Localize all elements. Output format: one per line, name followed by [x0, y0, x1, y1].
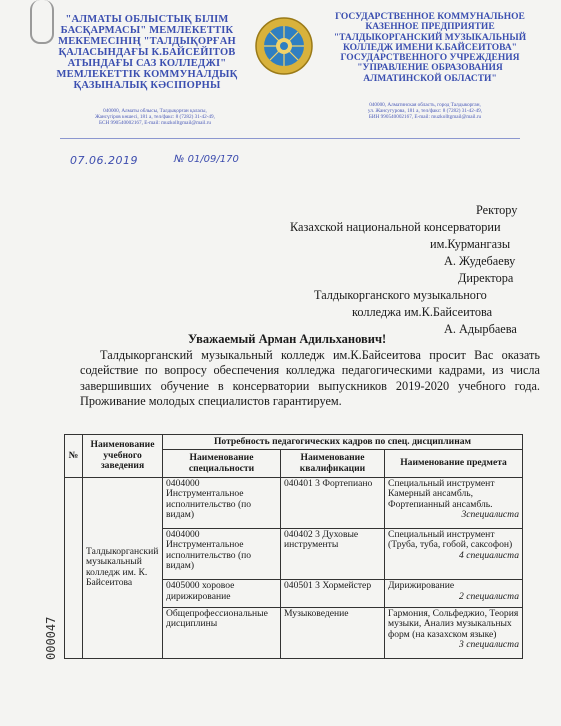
- specialist-count: 2 специалиста: [459, 590, 520, 602]
- header-line: "УПРАВЛЕНИЕ ОБРАЗОВАНИЯ: [357, 63, 503, 74]
- addressee-line: Казахской национальной консерватории: [290, 220, 501, 234]
- specialist-count: 3специалиста: [461, 508, 520, 520]
- subject-text: Гармония, Сольфеджио, Теория музыки, Анализ музыкальных форм (на казахском языке): [388, 607, 519, 640]
- registration-number: № 01/09/170: [174, 154, 239, 165]
- qualification-cell: Музыковедение: [281, 607, 385, 658]
- header-line: "АЛМАТЫ ОБЛЫСТЫҚ БІЛІМ: [65, 14, 229, 25]
- letter-body-text: Талдыкорганский музыкальный колледж им.К.Байсеитова просит Вас оказать содействие по вопросу обеспечения колледжа педагогическими кадрами, из числа завершивших обучение в консерватории выпускников 2019-2020 учебного года. Проживание молодых специалистов гарантируем.: [80, 348, 540, 409]
- address-line: 040000, Алматинская область, город Талдыкорган,: [369, 102, 481, 108]
- header-kazakh: [52, 14, 242, 91]
- header-line: АЛМАТИНСКОЙ ОБЛАСТИ": [363, 73, 497, 84]
- staff-needs-table: [64, 434, 523, 659]
- header-line: МЕКЕМЕСІНІҢ "ТАЛДЫҚОРҒАН: [58, 36, 236, 47]
- address-kazakh: [80, 108, 230, 127]
- table-row: [65, 477, 523, 528]
- specialty-cell: 0405000 хоровое дирижирование: [163, 580, 281, 607]
- col-no-header: №: [65, 435, 83, 478]
- header-line: КАЗЕННОЕ ПРЕДПРИЯТИЕ: [365, 22, 495, 33]
- header-line: БАСҚАРМАСЫ" МЕМЛЕКЕТТІК: [60, 25, 234, 36]
- addressee-line: колледжа им.К.Байсеитова: [352, 305, 493, 319]
- specialist-count: 3 специалиста: [459, 638, 520, 650]
- subject-cell: [385, 529, 523, 580]
- paper-clip: [30, 0, 54, 44]
- addressee-line: Директора: [458, 271, 514, 285]
- addressee-line: А. Адырбаева: [444, 322, 517, 336]
- address-russian: [350, 102, 500, 121]
- row-number-cell: [65, 477, 83, 658]
- specialist-count: 4 специалиста: [459, 549, 520, 561]
- address-line: ул. Жансугурова, 181 а, тел/факс: 8 (7282) 31-42-49,: [367, 108, 483, 115]
- subject-text: Дирижирование: [388, 580, 455, 592]
- address-line: БИН 990540002167, E-mail: muzkolltgmail@mail.ru: [368, 114, 482, 121]
- subject-cell: [385, 477, 523, 528]
- col-institution-header: Наименование учебного заведения: [83, 435, 163, 478]
- address-line: БСН 990540002167, E-mail: muzkolltgmail@mail.ru: [99, 120, 211, 127]
- header-line: ГОСУДАРСТВЕННОЕ КОММУНАЛЬНОЕ: [335, 12, 525, 22]
- qualification-cell: 040402 3 Духовые инструменты: [281, 529, 385, 580]
- institution-cell: Талдыкорганский музыкальный колледж им. К. Байсеитова: [83, 477, 163, 658]
- letter-body: [80, 348, 540, 410]
- address-line: 040000, Алматы облысы, Талдықорған қаласы,: [103, 108, 207, 114]
- header-russian: [330, 12, 530, 84]
- col-subject-header: Наименование предмета: [385, 450, 523, 477]
- addressee-line: им.Курмангазы: [430, 237, 511, 251]
- registration-date: 07.06.2019: [70, 154, 138, 167]
- addressee-line: А. Жудебаеву: [444, 254, 516, 268]
- subject-text: Специальный инструмент Камерный ансамбль, Фортепианный ансамбль.: [388, 477, 495, 510]
- header-line: МЕМЛЕКЕТТІК КОММУНАЛДЫҚ: [56, 69, 238, 80]
- qualification-cell: 040501 3 Хормейстер: [281, 580, 385, 607]
- address-line: Жансүгіров көшесі, 181 а, тел/факс: 8 (7282) 31-42-49,: [95, 114, 215, 121]
- specialty-cell: Общепрофессиональные дисциплины: [163, 607, 281, 658]
- header-line: АТЫНДАҒЫ САЗ КОЛЛЕДЖІ": [67, 58, 227, 69]
- state-emblem-icon: [254, 16, 314, 76]
- greeting: Уважаемый Арман Адильханович!: [188, 332, 387, 346]
- addressee-line: Ректору: [476, 203, 518, 217]
- col-specialty-header: Наименование специальности: [163, 450, 281, 477]
- addressee-line: Талдыкорганского музыкального: [314, 288, 487, 302]
- table-header-row: [65, 435, 523, 450]
- specialty-cell: 0404000 Инструментальное исполнительство (по видам): [163, 477, 281, 528]
- header-divider: [60, 138, 520, 139]
- qualification-cell: 040401 3 Фортепиано: [281, 477, 385, 528]
- subject-cell: [385, 580, 523, 607]
- archive-number: 000047: [44, 616, 58, 660]
- header-line: "ТАЛДЫКОРГАНСКИЙ МУЗЫКАЛЬНЫЙ: [333, 32, 527, 43]
- col-qualification-header: Наименование квалификации: [281, 450, 385, 477]
- header-line: ҚАЛАСЫНДАҒЫ К.БАЙСЕЙІТОВ: [58, 47, 236, 58]
- header-line: ҚАЗЫНАЛЫҚ КӘСІПОРНЫ: [73, 80, 221, 91]
- subject-text: Специальный инструмент (Труба, туба, гобой, саксофон): [388, 529, 513, 551]
- addressee-block: [280, 202, 550, 338]
- specialty-cell: 0404000 Инструментальное исполнительство (по видам): [163, 529, 281, 580]
- group-header: Потребность педагогических кадров по спец. дисциплинам: [163, 435, 523, 450]
- subject-cell: [385, 607, 523, 658]
- header-line: КОЛЛЕДЖ ИМЕНИ К.БАЙСЕИТОВА": [343, 42, 517, 53]
- header-line: ГОСУДАРСТВЕННОГО УЧРЕЖДЕНИЯ: [340, 53, 520, 64]
